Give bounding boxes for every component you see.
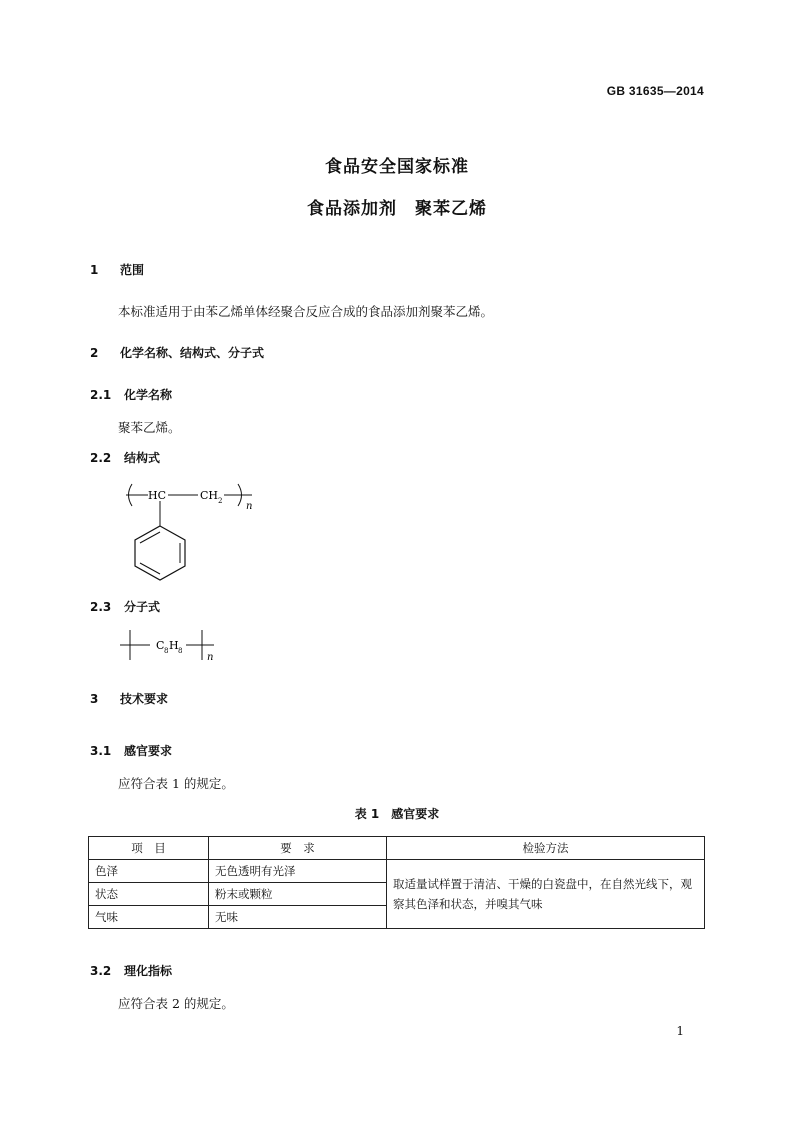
- section-3-heading: [90, 690, 168, 707]
- section-number: 2.1: [90, 388, 112, 402]
- section-number: 2.2: [90, 451, 112, 465]
- benzene-ring: [135, 526, 185, 580]
- section-title: 感官要求: [124, 744, 173, 758]
- standard-number: GB 31635—2014: [606, 84, 704, 98]
- section-number: 3.1: [90, 744, 112, 758]
- section-1-heading: [90, 261, 144, 278]
- carbon-label: C: [156, 639, 165, 652]
- section-title: 理化指标: [124, 964, 173, 978]
- section-number: 3: [90, 692, 99, 706]
- repeat-n: n: [246, 501, 253, 512]
- table-1-caption: 表 1 感官要求: [354, 807, 440, 821]
- header-item: 项 目: [89, 837, 209, 860]
- carbon-subscript: 8: [164, 647, 169, 655]
- doc-title-line1: 食品安全国家标准: [325, 157, 469, 177]
- repeat-n: n: [207, 652, 214, 663]
- section-title: 化学名称、结构式、分子式: [120, 346, 265, 360]
- cell-item: 气味: [89, 906, 209, 929]
- section-3-2-body: 应符合表 2 的规定。: [118, 996, 234, 1011]
- hydrogen-label: H: [169, 639, 179, 652]
- section-2-2-heading: [90, 449, 160, 466]
- benzene-double-bond: [140, 532, 160, 543]
- section-number: 2.3: [90, 600, 112, 614]
- section-number: 2: [90, 346, 99, 360]
- cell-item: 色泽: [89, 860, 209, 883]
- section-2-1-body: 聚苯乙烯。: [118, 420, 181, 435]
- ch-subscript: 2: [218, 497, 223, 505]
- cell-requirement: 粉末或颗粒: [209, 883, 387, 906]
- header-method: 检验方法: [387, 837, 705, 860]
- structural-formula: [118, 478, 268, 588]
- section-3-1-body: 应符合表 1 的规定。: [118, 776, 234, 791]
- benzene-double-bond: [140, 563, 160, 574]
- table-row: [89, 860, 705, 883]
- doc-title-line2: 食品添加剂 聚苯乙烯: [307, 199, 487, 219]
- ch-label: CH: [200, 489, 219, 502]
- cell-requirement: 无味: [209, 906, 387, 929]
- section-2-1-heading: [90, 386, 172, 403]
- section-3-2-heading: [90, 962, 172, 979]
- header-requirement: 要 求: [209, 837, 387, 860]
- cell-requirement: 无色透明有光泽: [209, 860, 387, 883]
- section-2-3-heading: [90, 598, 160, 615]
- section-title: 分子式: [124, 600, 161, 614]
- molecular-formula: [116, 626, 226, 666]
- section-title: 结构式: [124, 451, 161, 465]
- hc-label: HC: [148, 489, 167, 502]
- section-number: 1: [90, 263, 99, 277]
- section-number: 3.2: [90, 964, 112, 978]
- section-2-heading: [90, 344, 264, 361]
- section-title: 化学名称: [124, 388, 173, 402]
- hydrogen-subscript: 8: [178, 647, 183, 655]
- section-title: 范围: [120, 263, 145, 277]
- section-1-body: 本标准适用于由苯乙烯单体经聚合反应合成的食品添加剂聚苯乙烯。: [118, 304, 494, 319]
- section-title: 技术要求: [120, 692, 169, 706]
- cell-item: 状态: [89, 883, 209, 906]
- table-header-row: [89, 837, 705, 860]
- page-number: 1: [676, 1024, 684, 1038]
- cell-method: 取适量试样置于清洁、干燥的白瓷盘中，在自然光线下，观察其色泽和状态，并嗅其气味: [387, 860, 705, 929]
- section-3-1-heading: [90, 742, 172, 759]
- table-1: [88, 836, 705, 929]
